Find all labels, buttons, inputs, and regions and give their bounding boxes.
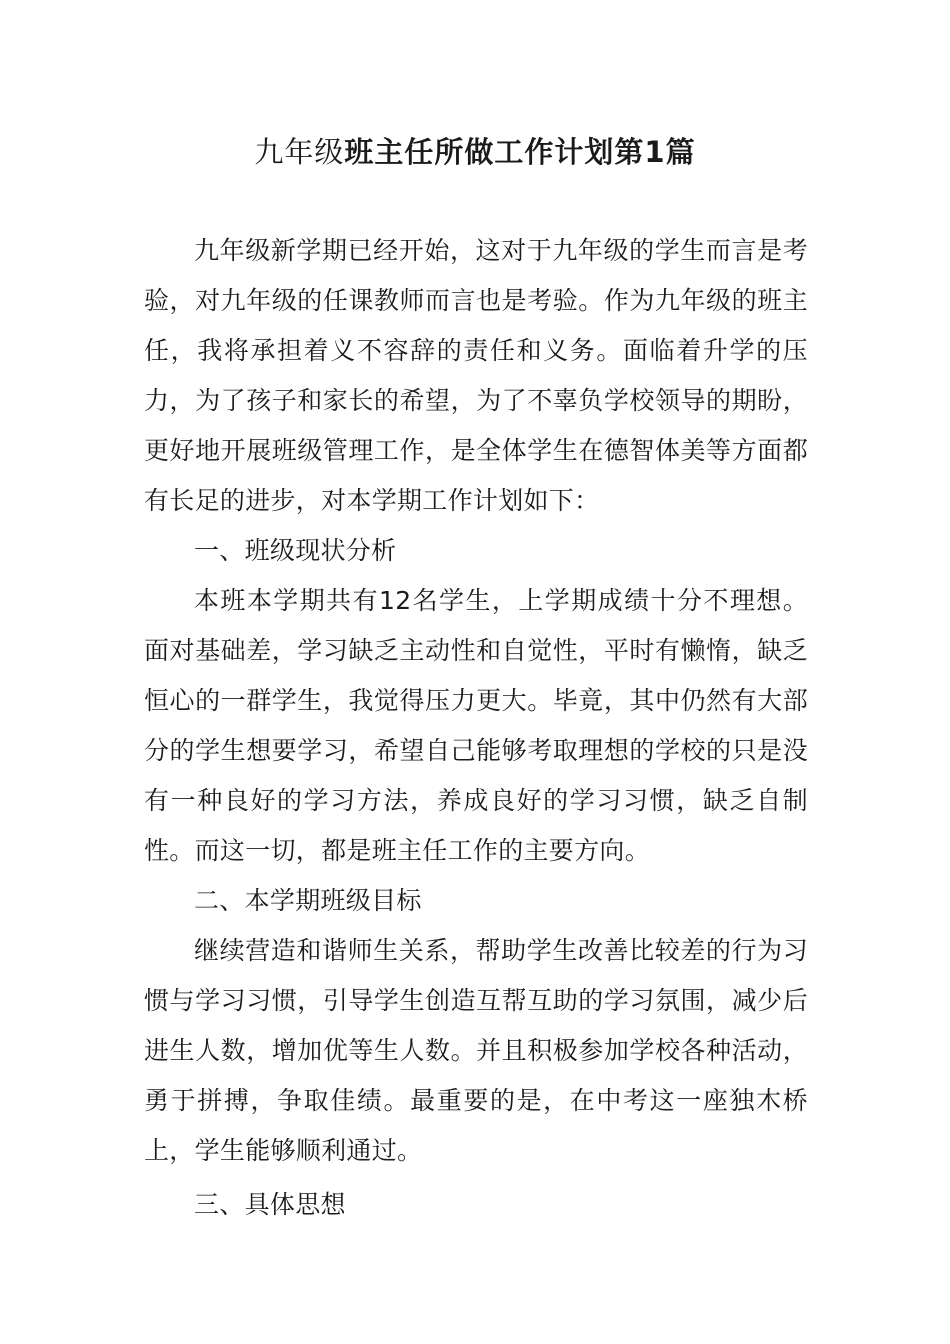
section-paragraph-1: 本班本学期共有12名学生，上学期成绩十分不理想。面对基础差，学习缺乏主动性和自觉性，平时有懒惰，缺乏恒心的一群学生，我觉得压力更大。毕竟，其中仍然有大部分的学生想要学习，希望自己能够考取理想的学校的只是没有一种良好的学习方法，养成良好的学习习惯，缺乏自制性。而这一切，都是班主任工作的主要方向。 xyxy=(144,586,808,865)
section-heading-2: 二、本学期班级目标 xyxy=(194,886,422,915)
title-main: 班主任所做工作计划第1篇 xyxy=(344,135,696,169)
section-paragraph-2: 继续营造和谐师生关系，帮助学生改善比较差的行为习惯与学习习惯，引导学生创造互帮互助的学习氛围，减少后进生人数，增加优等生人数。并且积极参加学校各种活动，勇于拼搏，争取佳绩。最重要的是，在中考这一座独木桥上，学生能够顺利通过。 xyxy=(144,936,808,1165)
section-heading-1: 一、班级现状分析 xyxy=(194,536,397,565)
intro-paragraph: 九年级新学期已经开始，这对于九年级的学生而言是考验，对九年级的任课教师而言也是考验。作为九年级的班主任，我将承担着义不容辞的责任和义务。面临着升学的压力，为了孩子和家长的希望，为了不辜负学校领导的期盼，更好地开展班级管理工作，是全体学生在德智体美等方面都有长足的进步，对本学期工作计划如下： xyxy=(144,236,808,515)
document-title xyxy=(0,128,950,176)
section-heading-3: 三、具体思想 xyxy=(194,1190,346,1219)
document-body xyxy=(144,226,808,1230)
title-prefix: 九年级 xyxy=(254,135,345,169)
